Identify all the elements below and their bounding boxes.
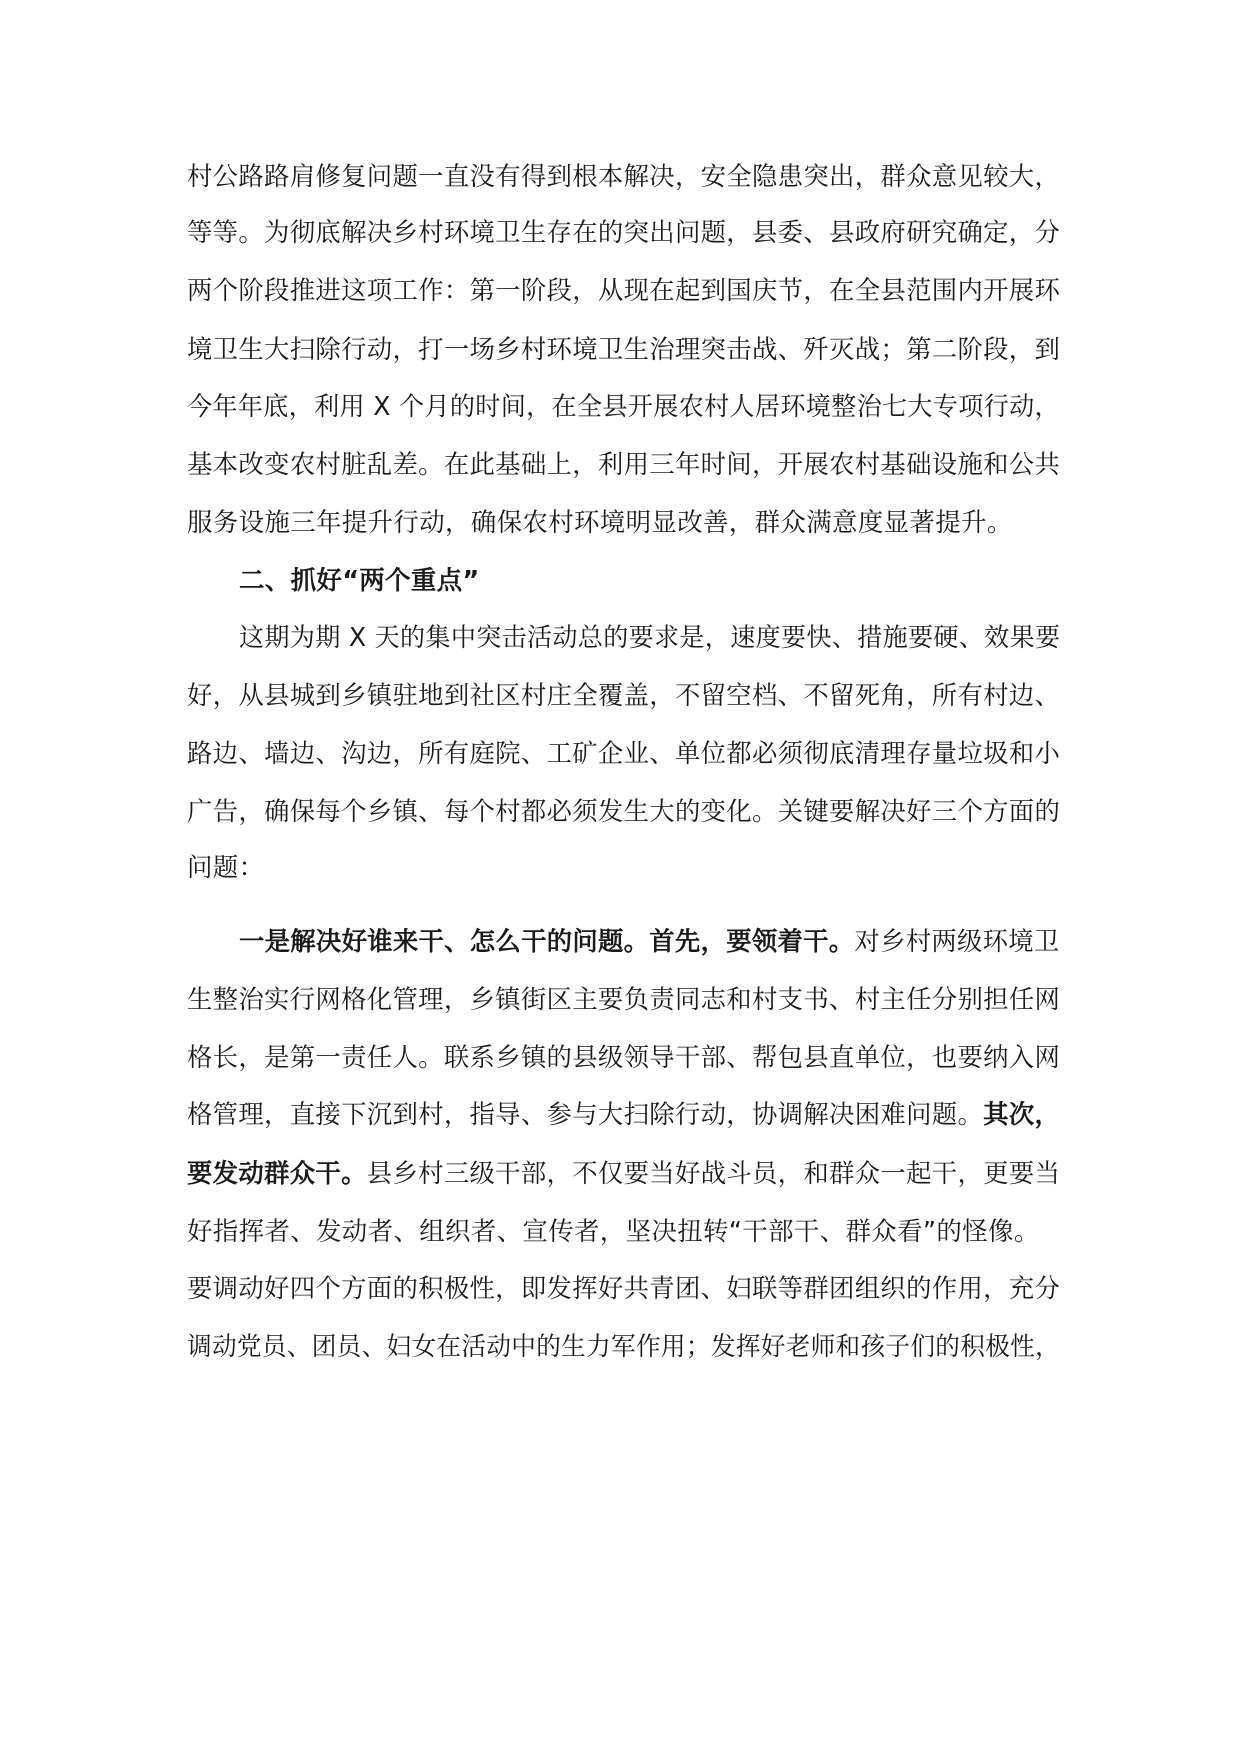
text-line [187,274,1060,308]
text-run: 好指挥者、发动者、组织者、宣传者，坚决扭转“干部干、群众看”的怪像。 [187,1217,1040,1247]
text-run: 村公路路肩修复问题一直没有得到根本解决，安全隐患突出，群众意见较大， [187,162,1061,192]
text-run: 生整治实行网格化管理，乡镇街区主要负责同志和村支书、村主任分别担任网 [187,985,1061,1015]
text-line [187,1041,1060,1075]
text-line [187,851,264,885]
text-run-bold: 一是解决好谁来干、怎么干的问题。首先，要领着干。 [239,927,855,957]
text-line [187,983,1060,1017]
text-run: 调动党员、团员、妇女在活动中的生力军作用；发挥好老师和孩子们的积极性， [187,1332,1061,1362]
text-line [187,795,1060,829]
text-line [187,1098,1060,1132]
text-run: 格管理，直接下沉到村，指导、参与大扫除行动，协调解决困难问题。 [187,1100,984,1130]
text-line [187,1157,1060,1191]
text-run: 境卫生大扫除行动，打一场乡村环境卫生治理突击战、歼灭战；第二阶段，到 [187,335,1061,365]
text-run: 要调动好四个方面的积极性，即发挥好共青团、妇联等群团组织的作用，充分 [187,1274,1061,1304]
text-run: 路边、墙边、沟边，所有庭院、工矿企业、单位都必须彻底清理存量垃圾和小 [187,739,1061,769]
text-line [239,925,1060,959]
text-line [187,1215,1040,1249]
text-line [187,390,1060,424]
text-run: 基本改变农村脏乱差。在此基础上，利用三年时间，开展农村基础设施和公共 [187,450,1061,480]
text-line [187,737,1060,771]
text-run: 格长，是第一责任人。联系乡镇的县级领导干部、帮包县直单位，也要纳入网 [187,1043,1061,1073]
text-run: 这期为期 X 天的集中突击活动总的要求是，速度要快、措施要硬、效果要 [239,623,1061,653]
text-run: 广告，确保每个乡镇、每个村都必须发生大的变化。关键要解决好三个方面的 [187,797,1061,827]
text-run: 服务设施三年提升行动，确保农村环境明显改善，群众满意度显著提升。 [187,508,1013,538]
text-line [187,506,1013,540]
text-run: 对乡村两级环境卫 [854,927,1060,957]
text-run-bold: 要发动群众干。 [187,1159,367,1189]
text-run-bold: 二、抓好“两个重点” [239,566,480,596]
text-line [187,160,1060,194]
section-heading [239,564,480,598]
text-run: 两个阶段推进这项工作：第一阶段，从现在起到国庆节，在全县范围内开展环 [187,276,1061,306]
text-line [187,448,1060,482]
text-line [187,1272,1060,1306]
text-run: 今年年底，利用 X 个月的时间，在全县开展农村人居环境整治七大专项行动， [187,392,1060,422]
text-line [187,216,1060,250]
text-line [187,1330,1060,1364]
text-run: 问题： [187,853,265,883]
text-line [187,333,1060,367]
text-line [239,621,1060,655]
text-run: 等等。为彻底解决乡村环境卫生存在的突出问题，县委、县政府研究确定，分 [187,218,1061,248]
text-run-bold: 其次， [983,1100,1061,1130]
text-run: 好，从县城到乡镇驻地到社区村庄全覆盖，不留空档、不留死角，所有村边、 [187,681,1061,711]
text-line [187,679,1060,713]
text-run: 县乡村三级干部，不仅要当好战斗员，和群众一起干，更要当 [366,1159,1061,1189]
